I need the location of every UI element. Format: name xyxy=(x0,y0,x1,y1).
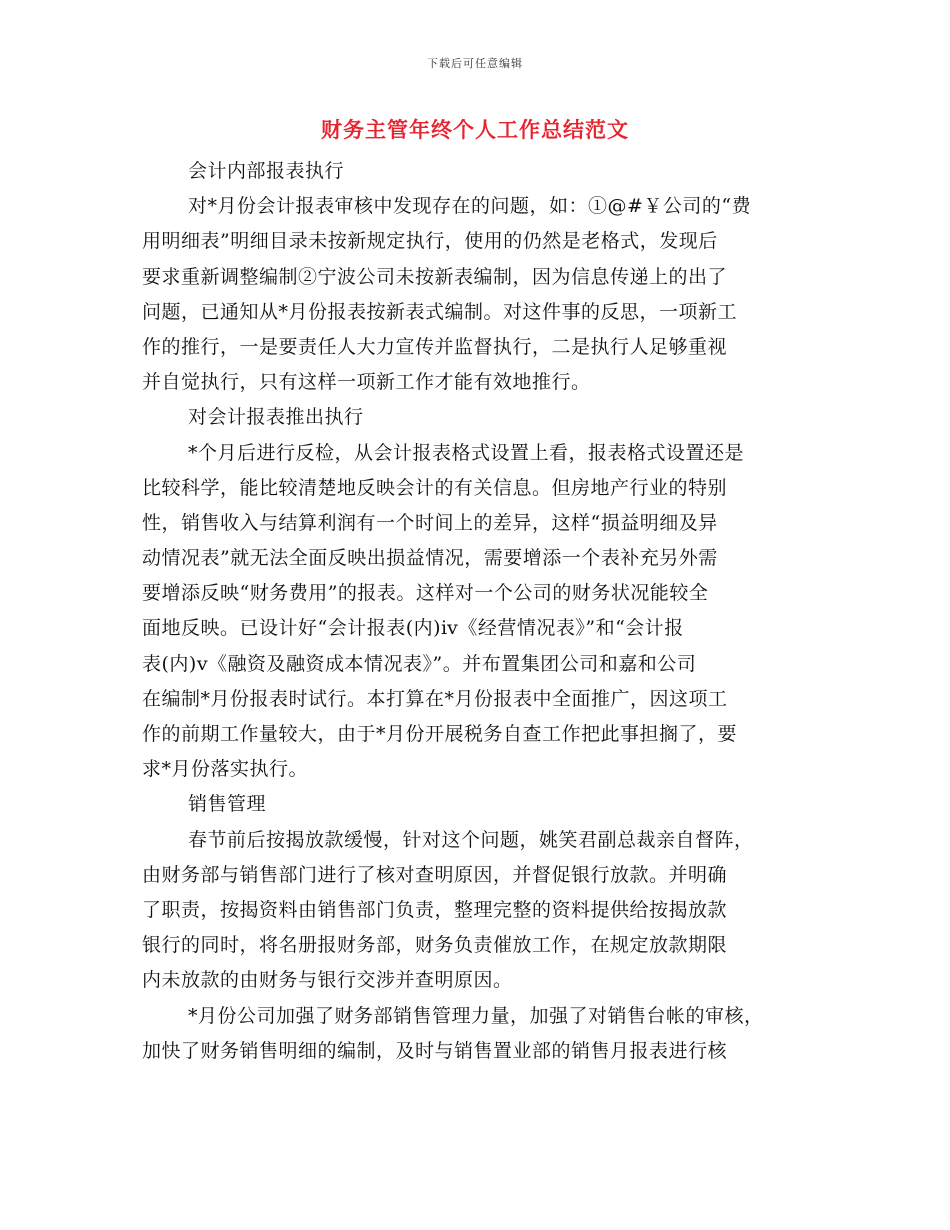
body-text-line: 在编制*月份报表时试行。本打算在*月份报表中全面推广，因这项工 xyxy=(142,687,728,710)
body-text-line: *个月后进行反检，从会计报表格式设置上看，报表格式设置还是 xyxy=(188,441,745,464)
body-text-line: 内未放款的由财务与银行交涉并查明原因。 xyxy=(142,969,513,992)
body-text-line: 并自觉执行，只有这样一项新工作才能有效地推行。 xyxy=(142,371,591,394)
body-text-line: *月份公司加强了财务部销售管理力量，加强了对销售台帐的审核， xyxy=(188,1004,764,1027)
body-text-line: 销售管理 xyxy=(188,793,267,816)
body-text-line: 面地反映。已设计好“会计报表(内)ⅳ《经营情况表》”和“会计报 xyxy=(142,617,684,640)
body-text-line: 对*月份会计报表审核中发现存在的问题，如：①@#￥公司的“费 xyxy=(188,195,752,218)
body-text-line: 用明细表”明细目录未按新规定执行，使用的仍然是老格式，发现后 xyxy=(142,230,718,253)
body-text-line: 表(内)ⅴ《融资及融资成本情况表》”。并布置集团公司和嘉和公司 xyxy=(142,652,697,675)
body-text-line: 求*月份落实执行。 xyxy=(142,758,309,781)
body-text-line: 银行的同时，将名册报财务部，财务负责催放工作，在规定放款期限 xyxy=(142,934,728,957)
body-text-line: 性，销售收入与结算利润有一个时间上的差异，这样“损益明细及异 xyxy=(142,511,718,534)
body-text-line: 对会计报表推出执行 xyxy=(188,406,364,429)
body-text-line: 要增添反映“财务费用”的报表。这样对一个公司的财务状况能较全 xyxy=(142,582,709,605)
body-text-line: 要求重新调整编制②宁波公司未按新表编制，因为信息传递上的出了 xyxy=(142,265,728,288)
body-text-line: 作的前期工作量较大，由于*月份开展税务自查工作把此事担搁了，要 xyxy=(142,723,738,745)
body-text-line: 动情况表”就无法全面反映出损益情况，需要增添一个表补充另外需 xyxy=(142,547,718,570)
body-text-line: 作的推行，一是要责任人大力宣传并监督执行，二是执行人足够重视 xyxy=(142,335,728,358)
document-body xyxy=(142,154,812,1069)
body-text-line: 加快了财务销售明细的编制，及时与销售置业部的销售月报表进行核 xyxy=(142,1039,728,1062)
page-header: 下载后可任意编辑 xyxy=(427,57,523,70)
body-text-line: 由财务部与销售部门进行了核对查明原因，并督促银行放款。并明确 xyxy=(142,863,728,886)
body-text-line: 问题，已通知从*月份报表按新表式编制。对这件事的反思，一项新工 xyxy=(142,300,738,323)
document-title: 财务主管年终个人工作总结范文 xyxy=(321,117,629,142)
body-text-line: 春节前后按揭放款缓慢，针对这个问题，姚笑君副总裁亲自督阵， xyxy=(188,828,754,851)
body-text-line: 会计内部报表执行 xyxy=(188,160,345,182)
body-text-line: 了职责，按揭资料由销售部门负责，整理完整的资料提供给按揭放款 xyxy=(142,898,728,921)
body-text-line: 比较科学，能比较清楚地反映会计的有关信息。但房地产行业的特别 xyxy=(142,476,728,499)
